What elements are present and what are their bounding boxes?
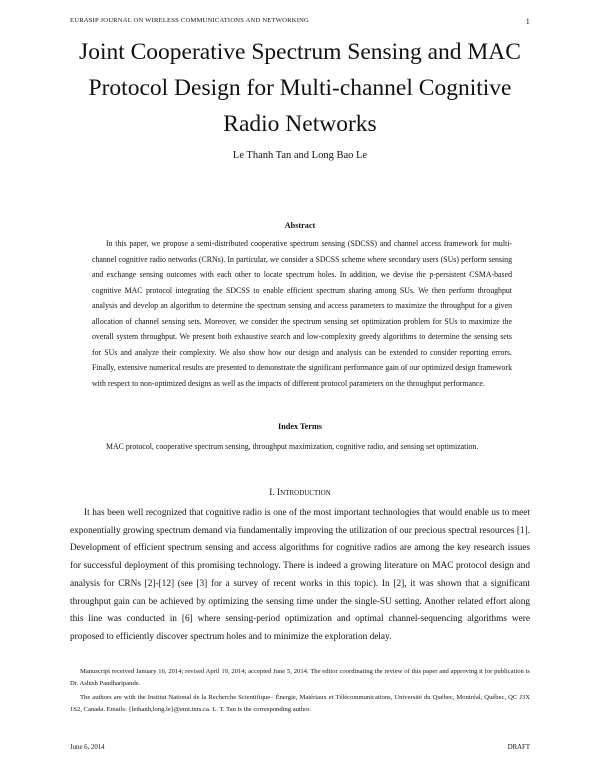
section-number: I. [269, 488, 275, 498]
section-heading [0, 488, 600, 498]
footnotes [70, 666, 530, 718]
page-footer [70, 744, 530, 756]
index-terms-text: MAC protocol, cooperative spectrum sensing, throughput maximization, cognitive radio, and sensing set optimization. [106, 442, 479, 451]
footnote-affiliation: The authors are with the Institut National de la Recherche Scientifique– Énergie, Matériaux et Télécommunications, Université du Québec, Montréal, Québec, QC J3X 1S2, Canada. Emails: {lethanh,long.le}@emt.inrs.ca. L. T. Tan is the corresponding author. [70, 694, 530, 713]
running-header [70, 17, 530, 29]
footer-date: June 6, 2014 [70, 744, 105, 751]
section-title: Introduction [277, 488, 331, 498]
page-number: 1 [525, 17, 530, 26]
introduction-paragraph: It has been well recognized that cognitive radio is one of the most important technologies that would enable us to meet exponentially growing spectrum demand via fundamentally improving the utilization of our precious spectral resources [1]. Development of efficient spectrum sensing and access algorithms for cognitive radios are among the key research issues for successful deployment of this promising technology. There is indeed a growing literature on MAC protocol design and analysis for CRNs [2]-[12] (see [3] for a survey of recent works in this topic). In [2], it was shown that a significant throughput gain can be achieved by optimizing the sensing time under the single-SU setting. Another related effort along this line was conducted in [6] where sensing-period optimization and optimal channel-sequencing algorithms were proposed to efficiently discover spectrum holes and to minimize the exploration delay. [70, 508, 530, 642]
index-terms-heading: Index Terms [278, 422, 322, 431]
author-list: Le Thanh Tan and Long Bao Le [232, 150, 368, 161]
paper-title: Joint Cooperative Spectrum Sensing and MAC Protocol Design for Multi-channel Cognitive Radio Networks [79, 39, 521, 137]
journal-name: EURASIP JOURNAL ON WIRELESS COMMUNICATIONS AND NETWORKING [70, 17, 310, 24]
footer-status: DRAFT [507, 744, 530, 751]
footnote-manuscript: Manuscript received January 16, 2014; revised April 19, 2014; accepted June 5, 2014. The editor coordinating the review of this paper and approving it for publication is Dr. Ashish Pandharipande. [70, 668, 530, 687]
abstract-text: In this paper, we propose a semi-distributed cooperative spectrum sensing (SDCSS) and channel access framework for multi-channel cognitive radio networks (CRNs). In particular, we consider a SDCSS scheme where secondary users (SUs) perform sensing and exchange sensing outcomes with each other to locate spectrum holes. In addition, we devise the p-persistent CSMA-based cognitive MAC protocol integrating the SDCSS to enable efficient spectrum sharing among SUs. We then perform throughput analysis and develop an algorithm to determine the spectrum sensing and access parameters to maximize the throughput for a given allocation of channel sensing sets. Moreover, we consider the spectrum sensing set optimization problem for SUs to maximize the overall system throughput. We present both exhaustive search and low-complexity greedy algorithms to determine the sensing sets for SUs and analyze their complexity. We also show how our design and analysis can be extended to consider reporting errors. Finally, extensive numerical results are presented to demonstrate the significant performance gain of our optimized design framework with respect to non-optimized designs as well as the impacts of different protocol parameters on the throughput performance. [92, 239, 512, 388]
abstract-heading: Abstract [284, 221, 316, 230]
